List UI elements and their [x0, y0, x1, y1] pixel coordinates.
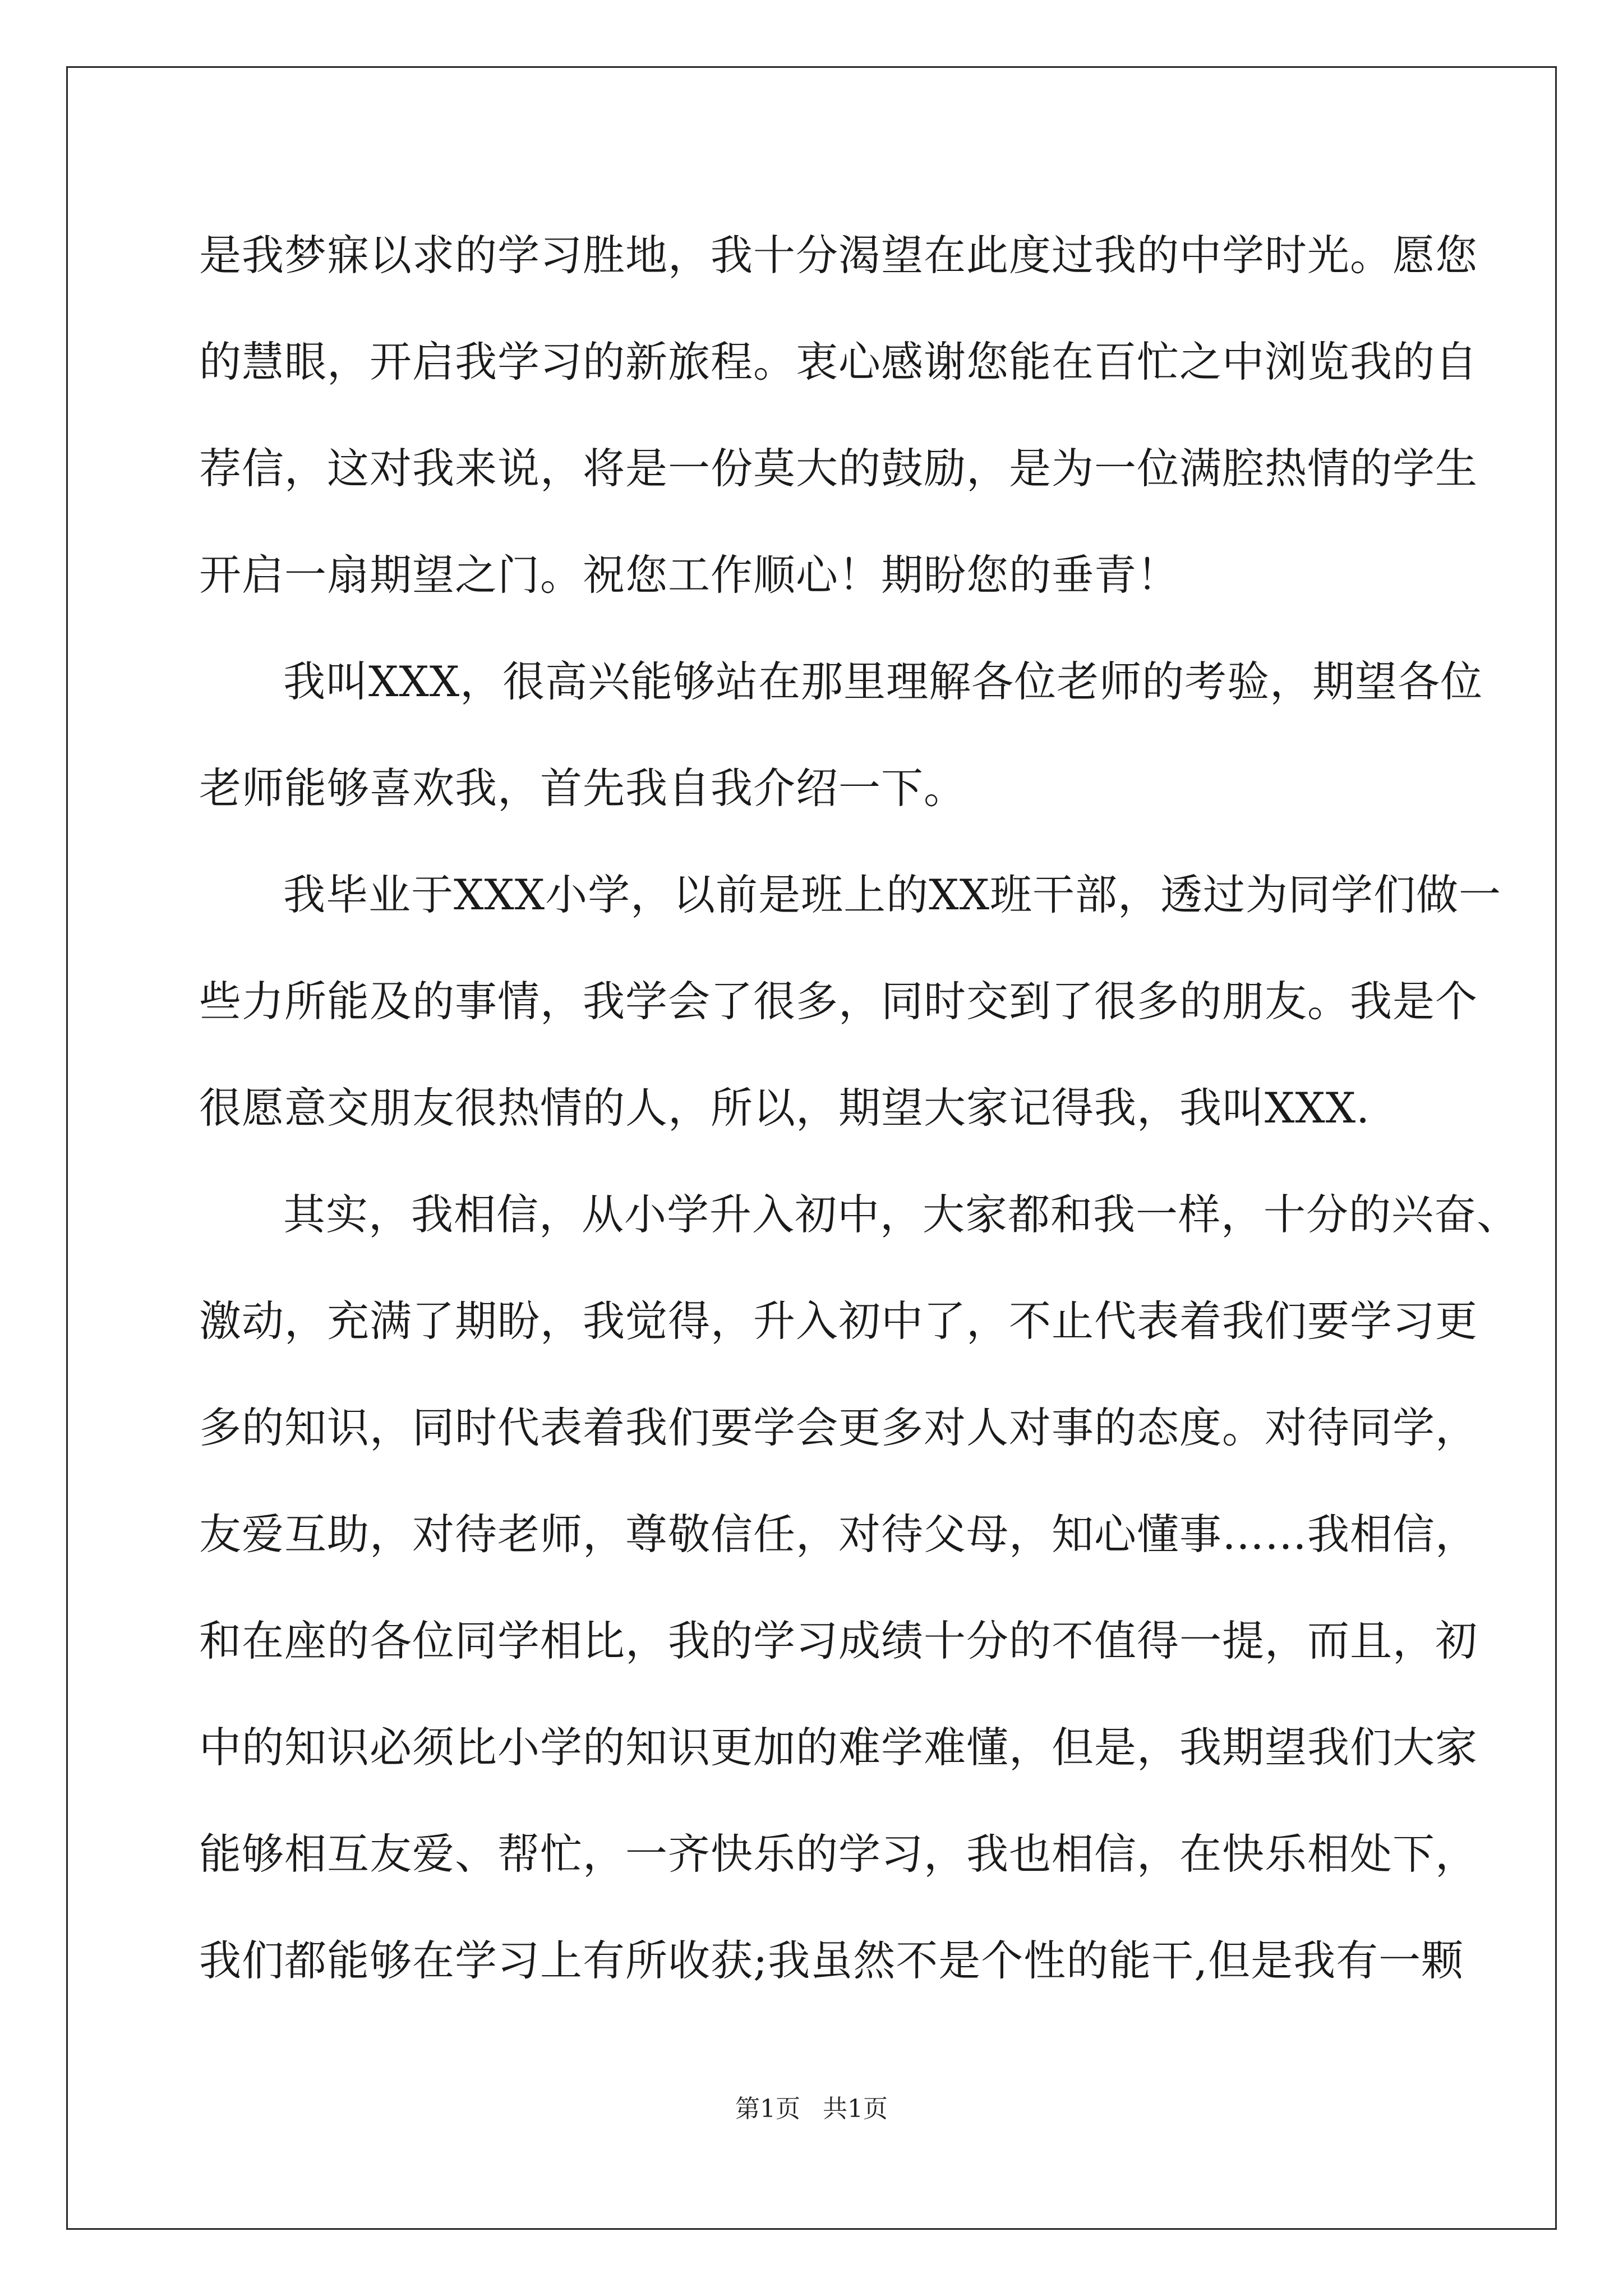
text-line: 荐信，这对我来说，将是一份莫大的鼓励，是为一位满腔热情的学生 — [199, 444, 1478, 493]
text-line: 老师能够喜欢我，首先我自我介绍一下。 — [199, 763, 967, 813]
page-number-current: 第1页 — [735, 2095, 800, 2123]
text-line: 很愿意交朋友很热情的人，所以，期望大家记得我，我叫XXX. — [199, 1083, 1371, 1133]
text-line: 些力所能及的事情，我学会了很多，同时交到了很多的朋友。我是个 — [199, 977, 1478, 1026]
text-line: 能够相互友爱、帮忙，一齐快乐的学习，我也相信，在快乐相处下， — [199, 1829, 1478, 1879]
paragraph-start-line: 其实，我相信，从小学升入初中，大家都和我一样，十分的兴奋、 — [283, 1190, 1520, 1239]
text-line: 开启一扇期望之门。祝您工作顺心！期盼您的垂青！ — [199, 550, 1180, 600]
document-body — [199, 202, 1520, 2014]
text-line: 是我梦寐以求的学习胜地，我十分渴望在此度过我的中学时光。愿您 — [199, 231, 1478, 280]
text-line: 我们都能够在学习上有所收获;我虽然不是个性的能干,但是我有一颗 — [199, 1936, 1464, 1985]
page-footer — [0, 2092, 1623, 2126]
text-line: 多的知识，同时代表着我们要学会更多对人对事的态度。对待同学， — [199, 1403, 1478, 1452]
text-line: 激动，充满了期盼，我觉得，升入初中了，不止代表着我们要学习更 — [199, 1296, 1478, 1346]
paragraph-start-line: 我毕业于XXX小学，以前是班上的XX班干部，透过为同学们做一 — [283, 870, 1501, 919]
text-line: 的慧眼，开启我学习的新旅程。衷心感谢您能在百忙之中浏览我的自 — [199, 337, 1478, 386]
paragraph-start-line: 我叫XXX，很高兴能够站在那里理解各位老师的考验，期望各位 — [283, 657, 1483, 706]
text-line: 和在座的各位同学相比，我的学习成绩十分的不值得一提，而且，初 — [199, 1616, 1478, 1665]
text-line: 友爱互助，对待老师，尊敬信任，对待父母，知心懂事……我相信， — [199, 1510, 1478, 1559]
text-line: 中的知识必须比小学的知识更加的难学难懂，但是，我期望我们大家 — [199, 1723, 1478, 1772]
page-number-total: 共1页 — [823, 2095, 888, 2123]
